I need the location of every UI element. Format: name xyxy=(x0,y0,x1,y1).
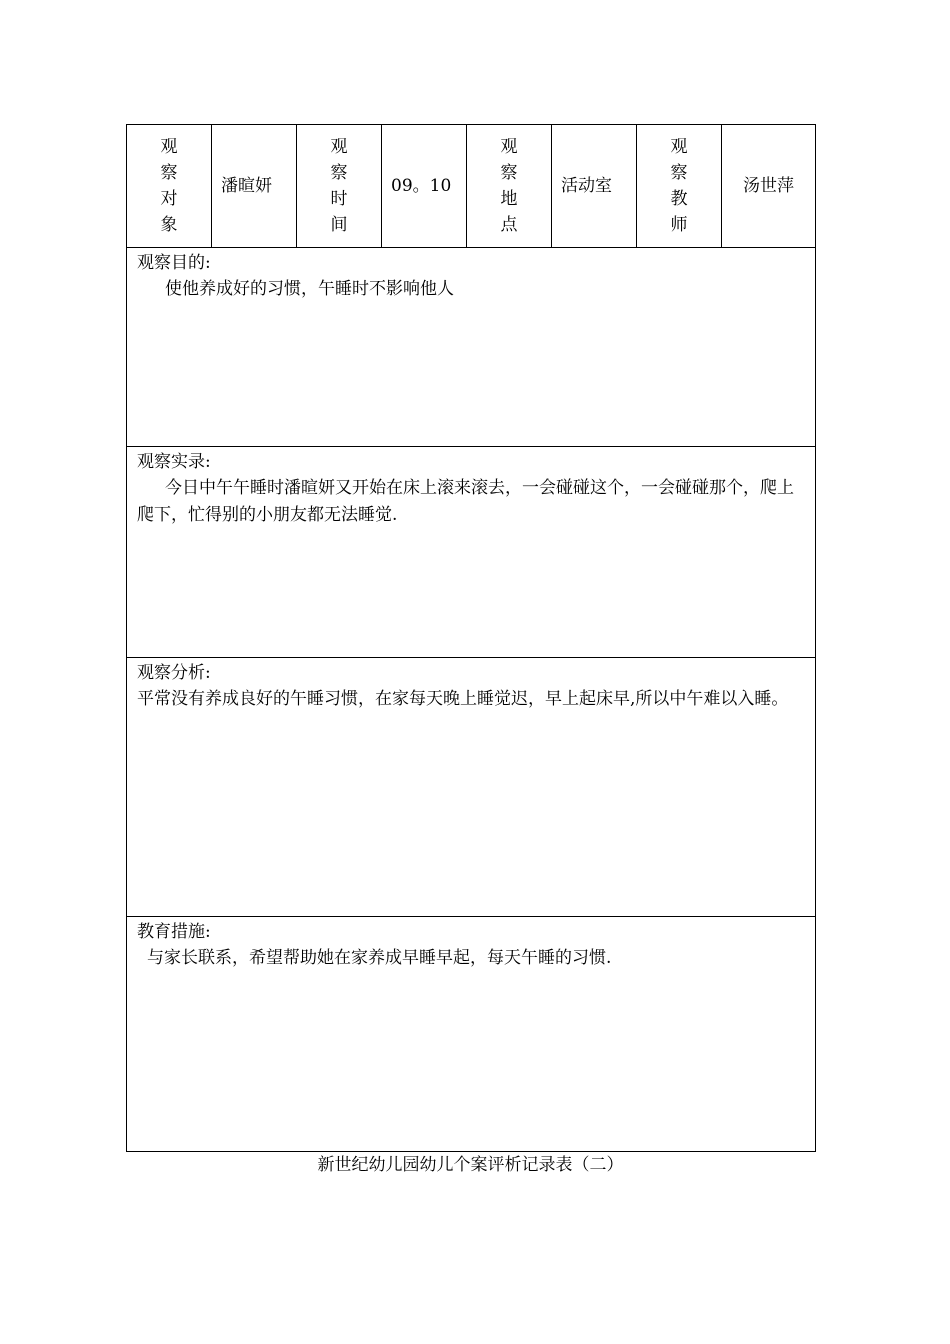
purpose-body: 使他养成好的习惯，午睡时不影响他人 xyxy=(165,279,454,299)
analysis-title: 观察分析: xyxy=(137,663,211,683)
purpose-section xyxy=(127,248,816,447)
analysis-section xyxy=(127,658,816,917)
place-label: 观察 地点 xyxy=(467,125,552,248)
time-value: 09。10 xyxy=(382,125,467,248)
measures-row xyxy=(127,917,816,1152)
analysis-row xyxy=(127,658,816,917)
record-title: 观察实录: xyxy=(137,452,211,472)
place-value: 活动室 xyxy=(552,125,637,248)
subject-label: 观察 对象 xyxy=(127,125,212,248)
case-record-table xyxy=(126,124,816,1152)
purpose-title: 观察目的: xyxy=(137,253,211,273)
record-section xyxy=(127,447,816,658)
subject-value: 潘暄妍 xyxy=(212,125,297,248)
analysis-body: 平常没有养成良好的午睡习惯，在家每天晚上睡觉迟，早上起床早,所以中午难以入睡。 xyxy=(137,689,789,709)
measures-body: 与家长联系，希望帮助她在家养成早睡早起，每天午睡的习惯. xyxy=(147,948,612,968)
purpose-row xyxy=(127,248,816,447)
measures-title: 教育措施: xyxy=(137,922,211,942)
teacher-label: 观察 教师 xyxy=(637,125,722,248)
time-label: 观察 时间 xyxy=(297,125,382,248)
measures-section xyxy=(127,917,816,1152)
record-body: 今日中午午睡时潘暄妍又开始在床上滚来滚去，一会碰碰这个，一会碰碰那个，爬上爬下，忙得别的小朋友都无法睡觉. xyxy=(137,478,794,525)
teacher-value: 汤世萍 xyxy=(722,125,816,248)
header-row xyxy=(127,125,816,248)
form-caption: 新世纪幼儿园幼儿个案评析记录表（二） xyxy=(317,1155,624,1175)
record-row xyxy=(127,447,816,658)
